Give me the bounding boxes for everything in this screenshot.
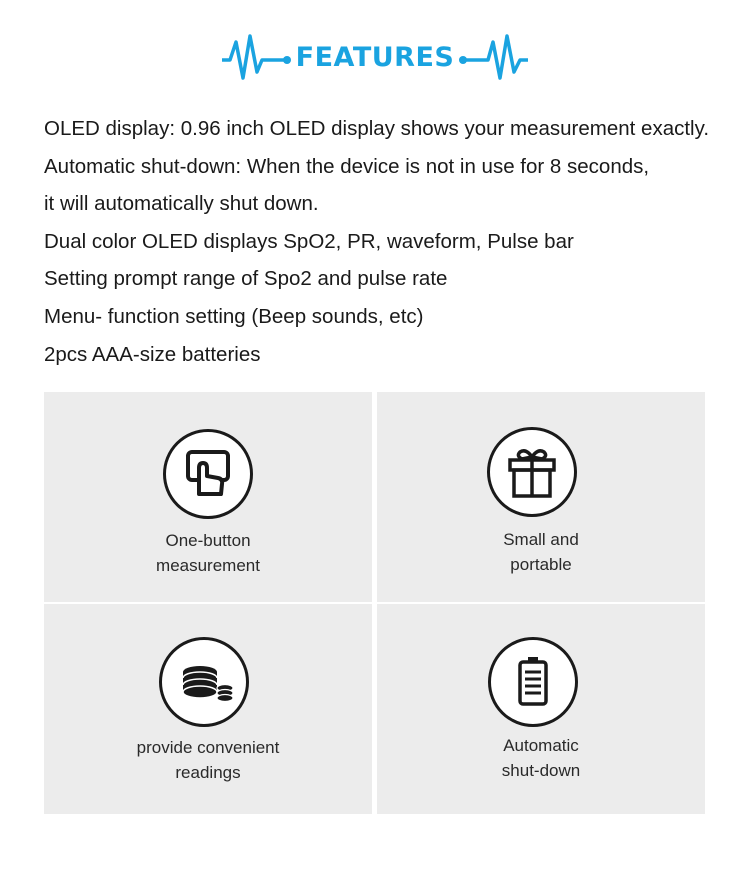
list-item: it will automatically shut down.: [44, 192, 319, 216]
touch-button-icon: [163, 429, 253, 519]
feature-card-label: Automatic shut-down: [501, 736, 581, 780]
features-list: [44, 110, 744, 373]
feature-card-label: One-button measurement: [156, 531, 260, 575]
feature-card-portable: [377, 392, 705, 602]
list-item: Automatic shut-down: When the device is not in use for 8 seconds,: [44, 154, 650, 178]
features-header: [0, 28, 750, 92]
coins-stack-icon: [159, 637, 249, 727]
list-item: Dual color OLED displays SpO2, PR, waveform, Pulse bar: [44, 229, 574, 253]
feature-card-readings: [44, 604, 372, 814]
feature-card-label: provide convenient readings: [136, 738, 280, 782]
battery-clipboard-icon: [488, 637, 578, 727]
list-item: Setting prompt range of Spo2 and pulse rate: [44, 267, 448, 291]
list-item: OLED display: 0.96 inch OLED display shows your measurement exactly.: [44, 117, 710, 140]
page-title: FEATURES: [295, 42, 455, 73]
feature-card-label: Small and portable: [503, 530, 579, 574]
feature-cards-grid: [44, 392, 705, 814]
list-item: Menu- function setting (Beep sounds, etc): [44, 304, 424, 328]
feature-card-one-button: [44, 392, 372, 602]
gift-box-icon: [487, 427, 577, 517]
feature-card-shutdown: [377, 604, 705, 814]
list-item: 2pcs AAA-size batteries: [44, 342, 261, 366]
